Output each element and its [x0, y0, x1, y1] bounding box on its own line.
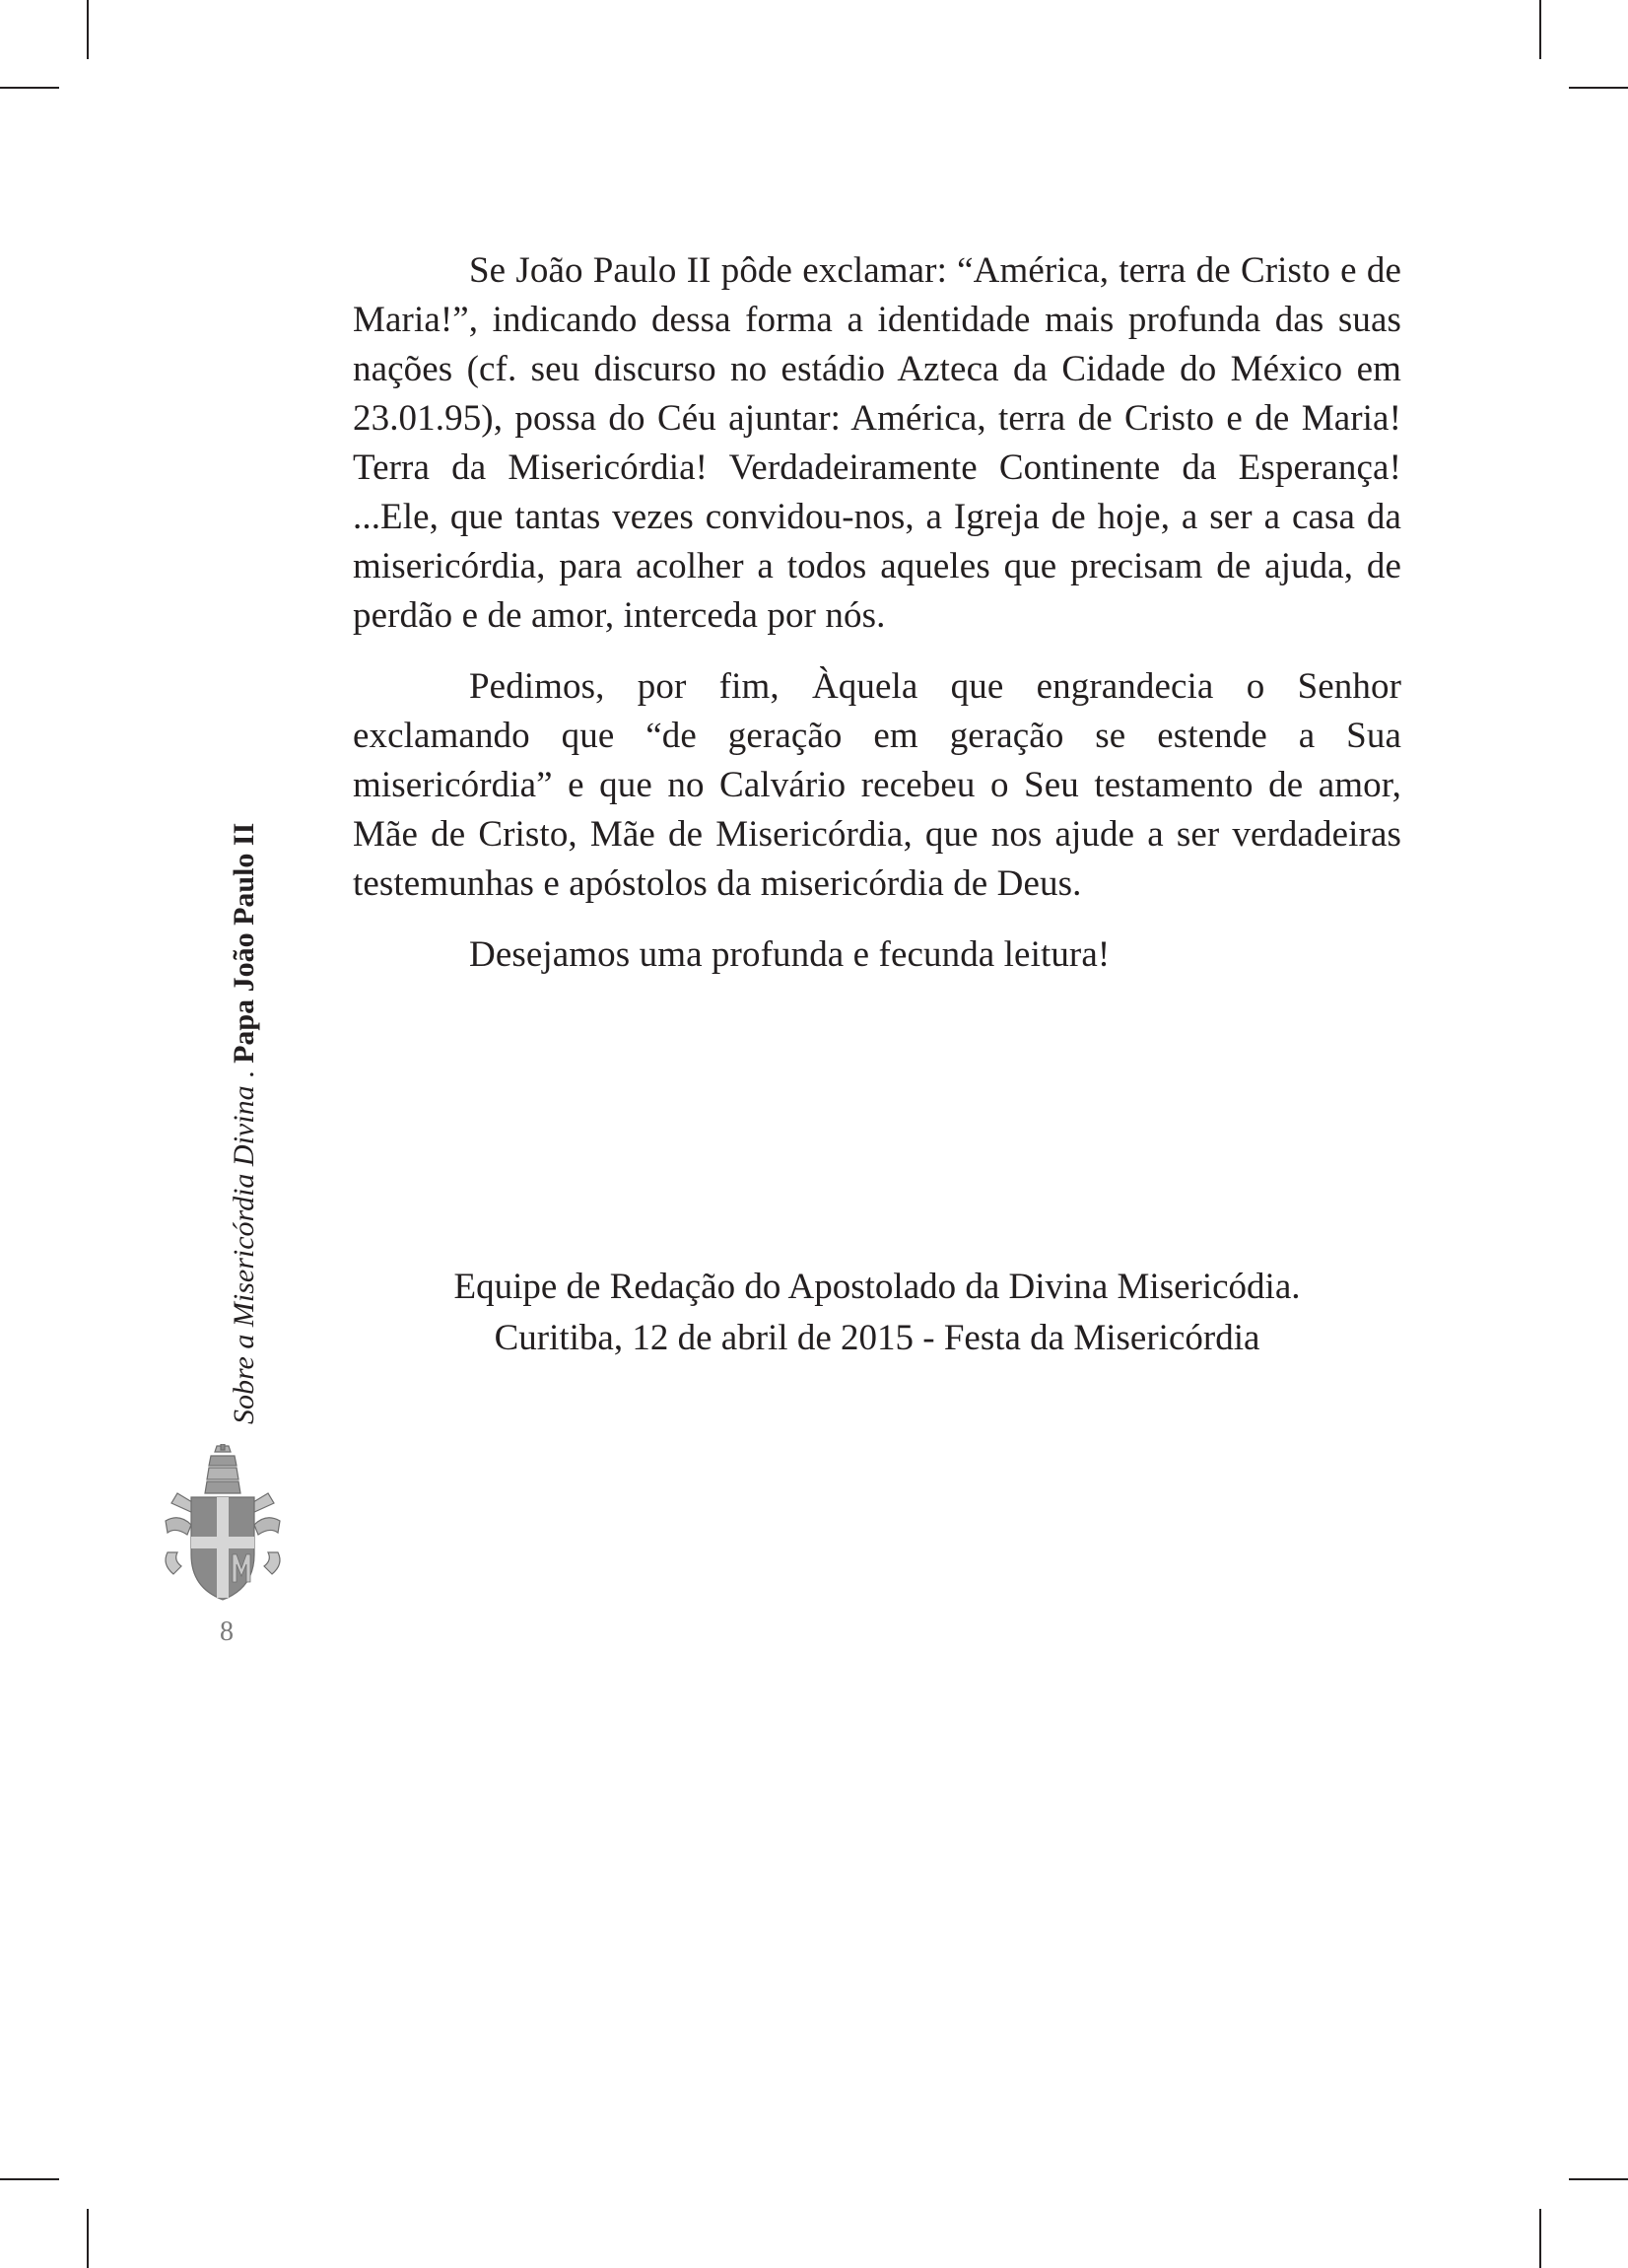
crop-mark-top-right-horizontal	[1569, 87, 1628, 89]
running-head	[227, 823, 262, 1424]
body-text	[353, 246, 1401, 980]
crop-mark-bottom-right-horizontal	[1569, 2178, 1628, 2180]
page-number: 8	[220, 1616, 234, 1647]
running-head-series: Sobre a Misericórdia Divina	[228, 1085, 260, 1424]
paragraph-2: Pedimos, por fim, Àquela que engrandecia o Senhor exclamando que “de geração em geração se estende a Sua misericórdia” e que no Calvário recebeu o Seu testamento de amor, Mãe de Cristo, Mãe de Misericórdia, que nos ajude a ser verdadeiras testemunhas e apóstolos da misericórdia de Deus.	[353, 666, 1401, 904]
crop-mark-bottom-right-vertical	[1539, 2209, 1541, 2268]
paragraph-1: Se João Paulo II pôde exclamar: “América, terra de Cristo e de Maria!”, indicando dessa forma a identidade mais profunda das suas nações (cf. seu discurso no estádio Azteca da Cidade do México em 23.01.95), possa do Céu ajuntar: América, terra de Cristo e de Maria! Terra da Misericórdia! Verdadeiramente Continente da Esperança! ...Ele, que tantas vezes convidou-nos, a Igreja de hoje, a ser a casa da misericórdia, para acolher a todos aqueles que precisam de ajuda, de perdão e de amor, interceda por nós.	[353, 250, 1401, 636]
crop-mark-bottom-left-vertical	[87, 2209, 89, 2268]
paragraph-3: Desejamos uma profunda e fecunda leitura!	[469, 934, 1111, 975]
signature-line-1: Equipe de Redação do Apostolado da Divina Misericódia.	[453, 1267, 1301, 1307]
signature-block	[296, 1262, 1458, 1364]
crop-mark-top-left-horizontal	[0, 87, 59, 89]
crop-mark-bottom-left-horizontal	[0, 2178, 59, 2180]
running-head-separator: .	[228, 1063, 260, 1086]
signature-line-2: Curitiba, 12 de abril de 2015 - Festa da Misericórdia	[494, 1318, 1260, 1358]
crop-mark-top-right-vertical	[1539, 0, 1541, 59]
running-head-author: Papa João Paulo II	[228, 822, 260, 1064]
crop-mark-top-left-vertical	[87, 0, 89, 59]
papal-coat-of-arms-icon	[158, 1444, 288, 1604]
